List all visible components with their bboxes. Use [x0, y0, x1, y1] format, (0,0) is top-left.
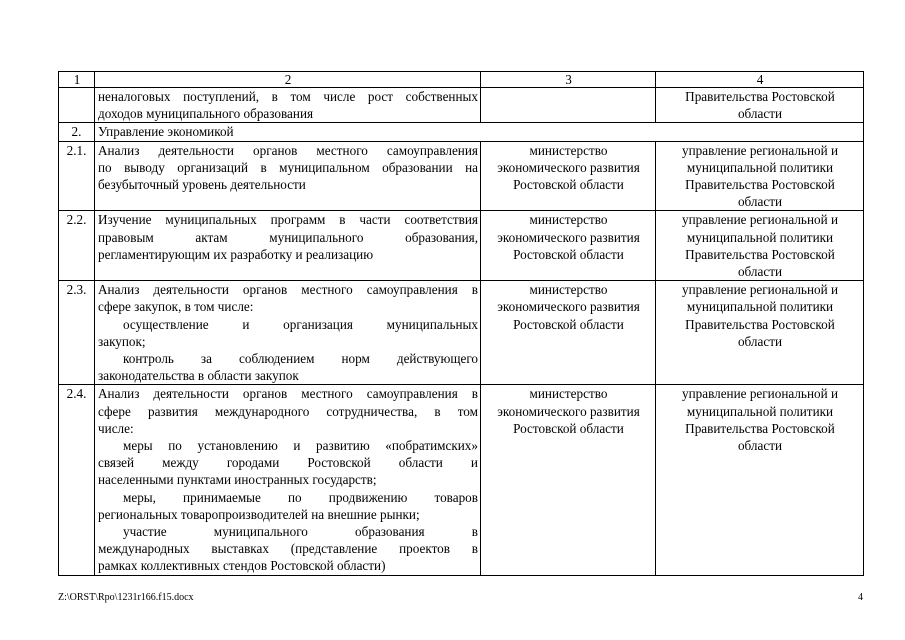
text-line: правовым актам муниципального образования, — [98, 229, 478, 245]
text-line: министерство — [529, 142, 608, 158]
text-line: меры, принимаемые по продвижению товаров — [123, 489, 478, 505]
text-line: экономического развития — [497, 403, 640, 419]
text-line: области — [737, 106, 783, 122]
text-line: закупок; — [98, 333, 146, 349]
text-line: законодательства в области закупок — [98, 368, 299, 384]
text-line: муниципальной политики — [686, 299, 834, 315]
row-number: 2.2. — [59, 211, 95, 281]
text-line: сфере развития международного сотрудничества, в том — [98, 403, 478, 419]
text-line: министерство — [529, 212, 608, 228]
text-line: муниципальной политики — [686, 229, 834, 245]
table-row — [59, 281, 864, 385]
text-line: контроль за соблюдением норм действующего — [123, 351, 478, 367]
coexecutor-cell — [656, 385, 864, 575]
text-line: управление региональной и — [681, 212, 839, 228]
measure-text — [95, 385, 481, 575]
continuation-row — [59, 88, 864, 123]
measure-text — [95, 88, 481, 123]
text-line: управление региональной и — [681, 142, 839, 158]
text-line: рамках коллективных стендов Ростовской области) — [98, 558, 386, 574]
executor-cell — [481, 211, 656, 281]
text-line: доходов муниципального образования — [98, 106, 314, 122]
text-line: Правительства Ростовской — [685, 177, 835, 193]
section-row — [59, 123, 864, 141]
table-row — [59, 141, 864, 211]
text-line: экономического развития — [497, 229, 640, 245]
text-line: министерство — [529, 282, 608, 298]
coexecutor-cell — [656, 141, 864, 211]
measure-text — [95, 141, 481, 211]
section-number: 2. — [59, 123, 95, 141]
text-line: меры по установлению и развитию «побратимских» — [123, 438, 478, 454]
column-numbers-row — [59, 72, 864, 88]
plan-table — [58, 71, 864, 576]
text-line: управление региональной и — [681, 282, 839, 298]
text-line: числе: — [98, 420, 134, 436]
text-line: осуществление и организация муниципальных — [123, 316, 478, 332]
text-line: сфере закупок, в том числе: — [98, 299, 254, 315]
text-line: Правительства Ростовской — [685, 420, 835, 436]
text-line: региональных товаропроизводителей на внешние рынки; — [98, 506, 420, 522]
text-line: Правительства Ростовской — [685, 89, 835, 104]
text-line: Правительства Ростовской — [685, 246, 835, 262]
column-number-4: 4 — [656, 72, 864, 88]
text-line: экономического развития — [497, 159, 640, 175]
text-line: участие муниципального образования в — [123, 524, 478, 540]
text-line: Анализ деятельности органов местного самоуправления в — [98, 282, 478, 298]
text-line: неналоговых поступлений, в том числе рост собственных — [98, 89, 478, 104]
file-path: Z:\ORST\Rpo\1231r166.f15.docx — [58, 592, 194, 603]
text-line: международных выставках (представление проектов в — [98, 541, 478, 557]
column-number-1: 1 — [59, 72, 95, 88]
text-line: Анализ деятельности органов местного самоуправления в — [98, 386, 478, 402]
row-number — [59, 88, 95, 123]
table-row — [59, 385, 864, 575]
text-line: Ростовской области — [513, 246, 624, 262]
text-line: Ростовской области — [513, 177, 624, 193]
text-line: по выводу организаций в муниципальном образовании на — [98, 159, 478, 175]
text-line: связей между городами Ростовской области и — [98, 455, 478, 471]
column-number-2: 2 — [95, 72, 481, 88]
text-line: области — [737, 438, 783, 454]
text-line: министерство — [529, 386, 608, 402]
text-line: Анализ деятельности органов местного самоуправления — [98, 142, 478, 158]
text-line: Изучение муниципальных программ в части соответствия — [98, 212, 478, 228]
section-title: Управление экономикой — [95, 123, 864, 141]
table-row — [59, 211, 864, 281]
text-line: муниципальной политики — [686, 159, 834, 175]
text-line: экономического развития — [497, 299, 640, 315]
row-number: 2.3. — [59, 281, 95, 385]
executor-cell — [481, 281, 656, 385]
text-line: области — [737, 333, 783, 349]
text-line: управление региональной и — [681, 386, 839, 402]
executor-cell — [481, 88, 656, 123]
coexecutor-cell — [656, 281, 864, 385]
text-line: Ростовской области — [513, 420, 624, 436]
text-line: муниципальной политики — [686, 403, 834, 419]
text-line: регламентирующим их разработку и реализацию — [98, 246, 374, 262]
text-line: области — [737, 194, 783, 210]
row-number: 2.1. — [59, 141, 95, 211]
measure-text — [95, 211, 481, 281]
text-line: области — [737, 264, 783, 280]
column-number-3: 3 — [481, 72, 656, 88]
executor-cell — [481, 141, 656, 211]
text-line: Правительства Ростовской — [685, 316, 835, 332]
text-line: безубыточный уровень деятельности — [98, 177, 306, 193]
text-line: населенными пунктами иностранных государств; — [98, 472, 377, 488]
executor-cell — [481, 385, 656, 575]
coexecutor-cell — [656, 88, 864, 123]
row-number: 2.4. — [59, 385, 95, 575]
measure-text — [95, 281, 481, 385]
coexecutor-cell — [656, 211, 864, 281]
page-number: 4 — [858, 592, 863, 603]
text-line: Ростовской области — [513, 316, 624, 332]
